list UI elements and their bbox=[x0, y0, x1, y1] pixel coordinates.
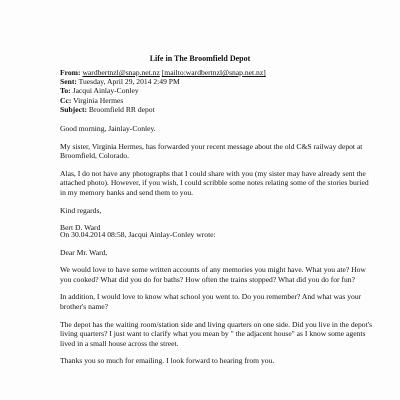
quoted-paragraph-4: Thanks you so much for emailing. I look forward to hearing from you. bbox=[60, 356, 275, 366]
to-row bbox=[60, 86, 390, 95]
cc-value: Virginia Hermes bbox=[73, 95, 124, 105]
subject-value: Broomfield RR depot bbox=[88, 104, 155, 114]
from-row bbox=[60, 68, 390, 77]
sent-label: Sent: bbox=[60, 77, 77, 87]
reply-paragraph-1: My sister, Virginia Hermes, has forwarded your recent message about the old C&S railway depot at Broomfield, Colorado. bbox=[60, 141, 363, 161]
subject-row bbox=[60, 105, 390, 114]
quoted-paragraph-1: We would love to have some written accounts of any memories you might have. What you ate? How you cooked? What did you do for baths? How often the trains stopped? What did you do for fun? bbox=[60, 265, 366, 284]
from-email-link[interactable]: wardbertnzl@snap.net.nz bbox=[82, 68, 160, 77]
quoted-paragraph-2: In addition, I would love to know what school you went to. Do you remember? And what was your brother's name? bbox=[60, 292, 362, 311]
from-label: From: bbox=[60, 68, 81, 77]
reply-paragraph-2: Alas, I do not have any photographs that I could share with you (my sister may have already sent the attached photo). However, if you wish, I could scribble some notes relating some of the stories buried in my memory banks and send them to you. bbox=[60, 168, 369, 197]
reply-greeting: Good morning, Jainlay-Conley. bbox=[60, 124, 156, 133]
quoted-paragraph-3: The depot has the waiting room/station side and living quarters on one side. Did you live in the depot's living quarters? I just want to clarify what you mean by " the adjacent house" as I know some agents lived in a small house across the street. bbox=[60, 319, 373, 348]
document-title: Life in The Broomfield Depot bbox=[149, 54, 251, 63]
reply-message bbox=[60, 124, 374, 241]
reply-closing: Kind regards, bbox=[60, 205, 102, 215]
sent-row bbox=[60, 77, 390, 86]
cc-row bbox=[60, 96, 390, 105]
quoted-greeting: Dear Mr. Ward, bbox=[60, 247, 108, 257]
quoted-intro: On 30.04.2014 08:58, Jacqui Ainlay-Conley wrote: bbox=[60, 230, 216, 239]
sent-value: Tuesday, April 29, 2014 2:49 PM bbox=[78, 77, 180, 87]
subject-label: Subject: bbox=[60, 104, 87, 114]
cc-label: Cc: bbox=[60, 95, 72, 105]
to-value: Jacqui Ainlay-Conley bbox=[72, 86, 139, 96]
from-mailto-link[interactable]: [mailto:wardbertnzl@snap.net.nz] bbox=[161, 68, 266, 77]
email-header bbox=[60, 68, 390, 114]
to-label: To: bbox=[60, 86, 71, 96]
quoted-message bbox=[60, 230, 374, 374]
reply-signature: Bert D. Ward bbox=[60, 223, 101, 233]
